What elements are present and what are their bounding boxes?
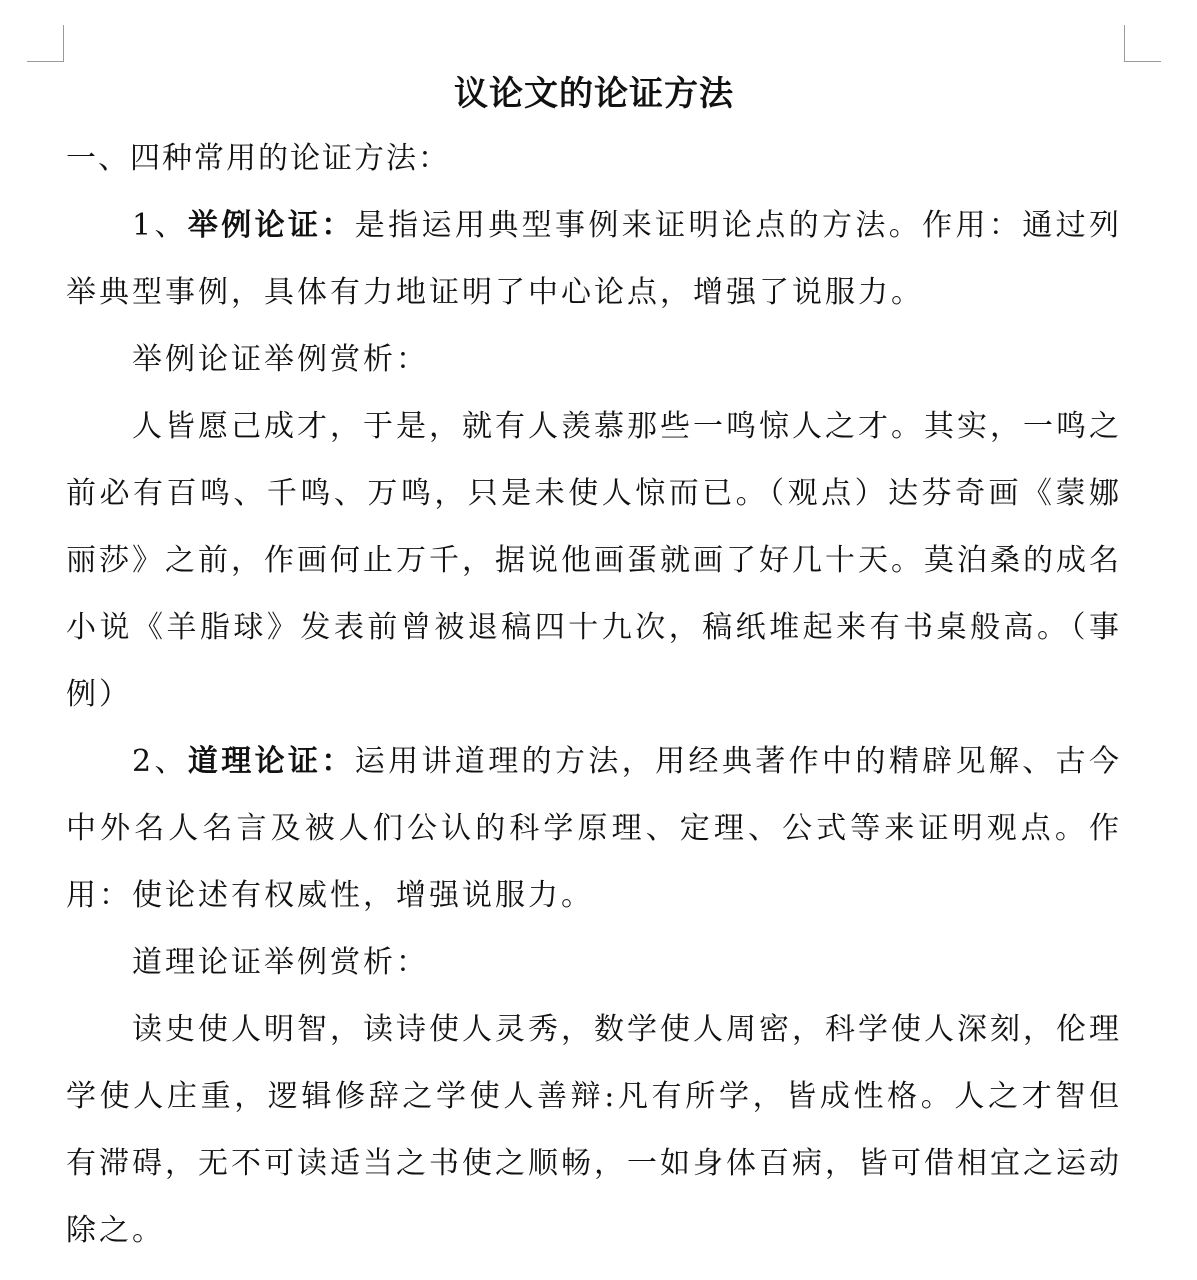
page-corner-mark-top-right [1124, 25, 1161, 62]
method-1-number: 1、 [132, 208, 188, 243]
method-2-term: 道理论证： [187, 744, 355, 779]
page-corner-mark-top-left [27, 25, 64, 62]
method-2-text: 运用讲道理的方法，用经典著作中的精辟见解、古今中外名人名言及被人们公认的科学原理、定理、公式等来证明观点。作用：使论述有权威性，增强说服力。 [66, 744, 1123, 913]
example-2-text: 读史使人明智，读诗使人灵秀，数学使人周密，科学使人深刻，伦理学使人庄重，逻辑修辞之学使人善辩:凡有所学，皆成性格。人之才智但有滞碍，无不可读适当之书使之顺畅，一如身体百病，皆可借相宜之运动除之。 [66, 1012, 1122, 1248]
example-2-label: 道理论证举例赏析： [132, 945, 429, 980]
method-1-text: 是指运用典型事例来证明论点的方法。作用：通过列举典型事例，具体有力地证明了中心论点，增强了说服力。 [66, 208, 1123, 310]
section-heading: 一、四种常用的论证方法： [66, 141, 450, 176]
example-1-label: 举例论证举例赏析： [132, 342, 429, 377]
method-2-number: 2、 [132, 744, 188, 779]
method-1-term: 举例论证： [187, 208, 355, 243]
method-2-paragraph [66, 728, 1122, 929]
method-1-paragraph [66, 192, 1122, 326]
example-1-text: 人皆愿己成才，于是，就有人羡慕那些一鸣惊人之才。其实，一鸣之前必有百鸣、千鸣、万鸣，只是未使人惊而已。（观点）达芬奇画《蒙娜丽莎》之前，作画何止万千，据说他画蛋就画了好几十天。莫泊桑的成名小说《羊脂球》发表前曾被退稿四十九次，稿纸堆起来有书桌般高。（事例） [66, 409, 1122, 712]
document-title: 议论文的论证方法 [454, 74, 734, 114]
document-page [66, 62, 1122, 1264]
